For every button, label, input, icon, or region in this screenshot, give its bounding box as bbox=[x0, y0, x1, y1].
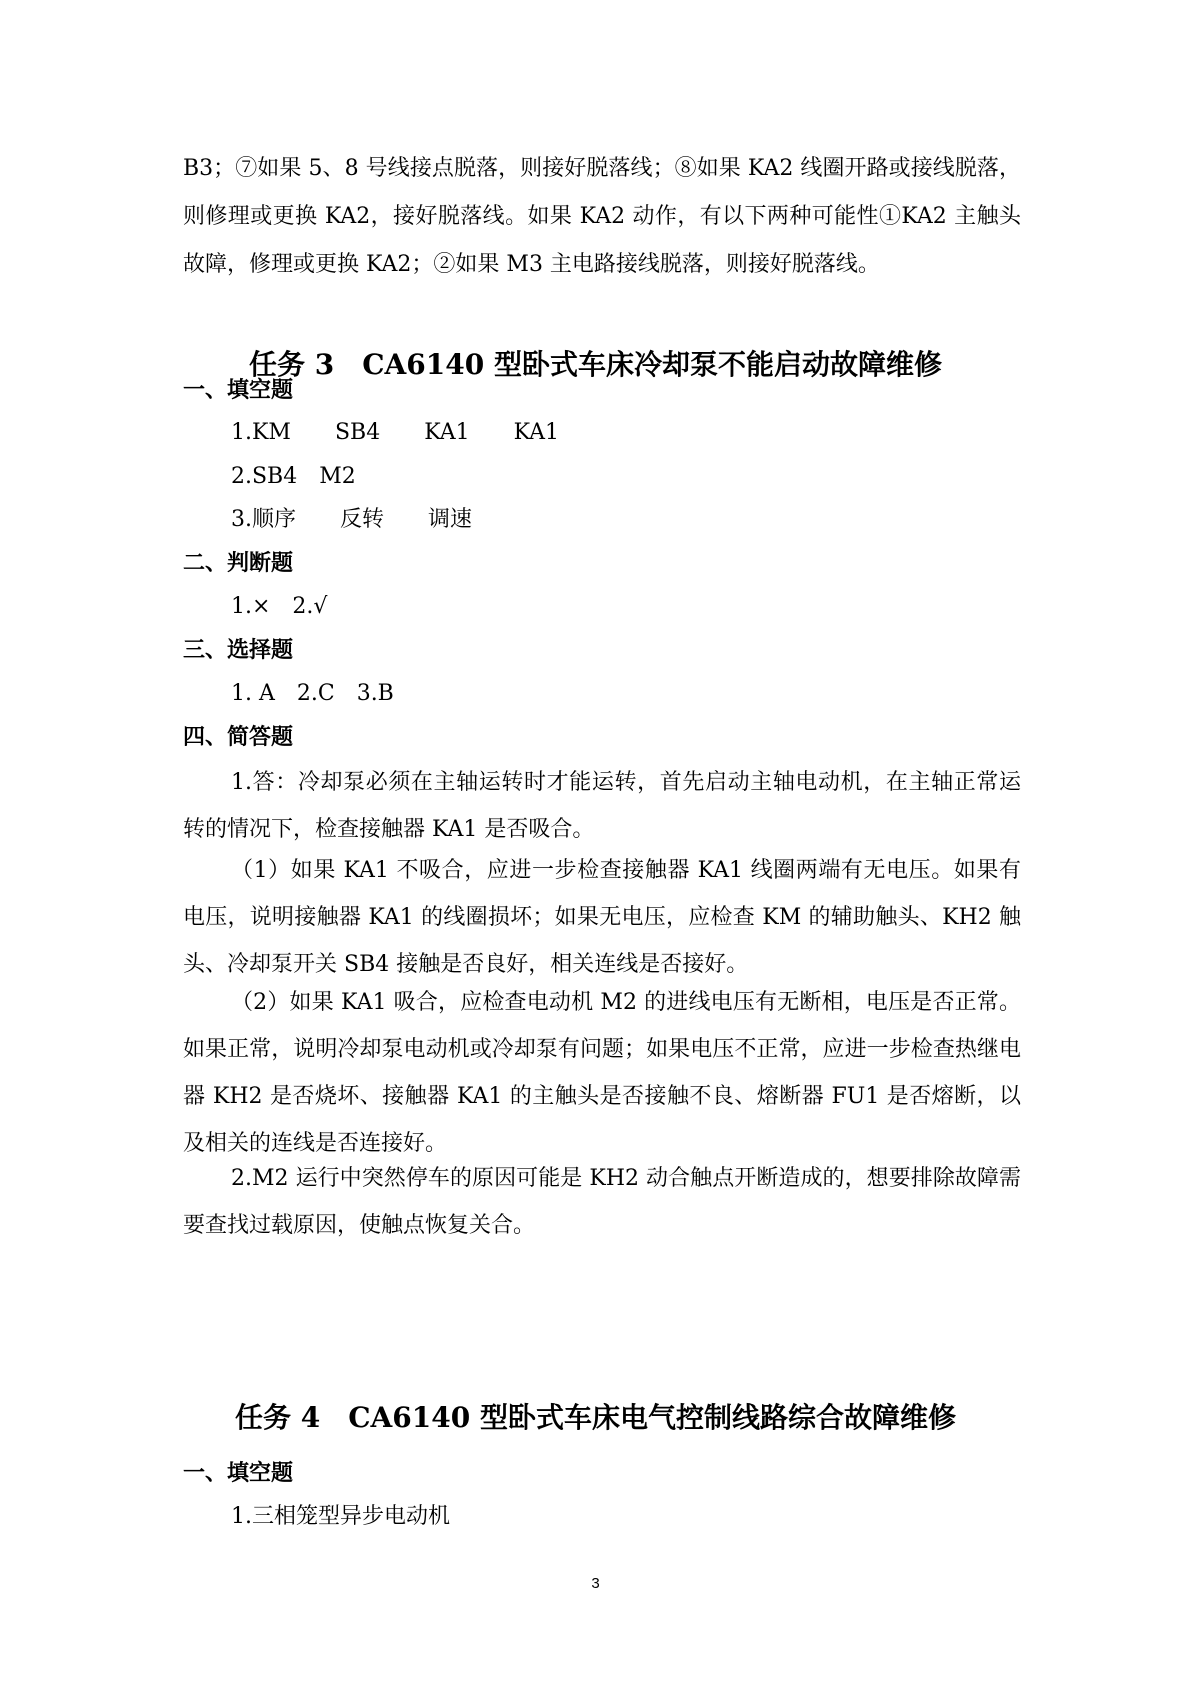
task3-fill-blank-answer-3: 3.顺序 反转 调速 bbox=[231, 507, 472, 532]
task3-short-answer-paragraph-2: （1）如果 KA1 不吸合，应进一步检查接触器 KA1 线圈两端有无电压。如果有电压，说明接触器 KA1 的线圈损坏；如果无电压，应检查 KM 的辅助触头、KH2 触头、冷却泵开关 SB4 接触是否良好，相关连线是否接好。 bbox=[183, 858, 1021, 977]
task4-title: 任务 4 CA6140 型卧式车床电气控制线路综合故障维修 bbox=[235, 1401, 956, 1434]
page-number: 3 bbox=[591, 1575, 600, 1592]
task3-choice-heading: 三、选择题 bbox=[183, 637, 294, 663]
task3-fill-blank-heading: 一、填空题 bbox=[183, 377, 294, 403]
intro-paragraph-block bbox=[183, 145, 1021, 289]
task3-fill-blank-answer-1: 1.KM SB4 KA1 KA1 bbox=[231, 420, 560, 445]
task4-fill-blank-heading: 一、填空题 bbox=[183, 1460, 294, 1486]
task3-short-answer-paragraph-1: 1.答：冷却泵必须在主轴运转时才能运转，首先启动主轴电动机，在主轴正常运转的情况下，检查接触器 KA1 是否吸合。 bbox=[183, 770, 1021, 842]
task3-true-false-answers: 1.× 2.√ bbox=[231, 594, 328, 619]
intro-paragraph: B3；⑦如果 5、8 号线接点脱落，则接好脱落线；⑧如果 KA2 线圈开路或接线脱落，则修理或更换 KA2，接好脱落线。如果 KA2 动作，有以下两种可能性①KA2 主触头故障，修理或更换 KA2；②如果 M3 主电路接线脱落，则接好脱落线。 bbox=[183, 156, 1021, 277]
task4-fill-blank-answer-1: 1.三相笼型异步电动机 bbox=[231, 1504, 450, 1529]
task3-short-answer-heading: 四、简答题 bbox=[183, 724, 294, 750]
task3-choice-answers: 1. A 2.C 3.B bbox=[231, 681, 394, 706]
task3-true-false-heading: 二、判断题 bbox=[183, 550, 294, 576]
task3-fill-blank-answer-2: 2.SB4 M2 bbox=[231, 464, 356, 489]
task3-short-answer-paragraph-3: （2）如果 KA1 吸合，应检查电动机 M2 的进线电压有无断相，电压是否正常。如果正常，说明冷却泵电动机或冷却泵有问题；如果电压不正常，应进一步检查热继电器 KH2 是否烧坏、接触器 KA1 的主触头是否接触不良、熔断器 FU1 是否熔断，以及相关的连线是否连接好。 bbox=[183, 990, 1021, 1156]
task3-title: 任务 3 CA6140 型卧式车床冷却泵不能启动故障维修 bbox=[249, 348, 942, 381]
task3-short-answer-paragraph-4: 2.M2 运行中突然停车的原因可能是 KH2 动合触点开断造成的，想要排除故障需要查找过载原因，使触点恢复关合。 bbox=[183, 1166, 1021, 1238]
